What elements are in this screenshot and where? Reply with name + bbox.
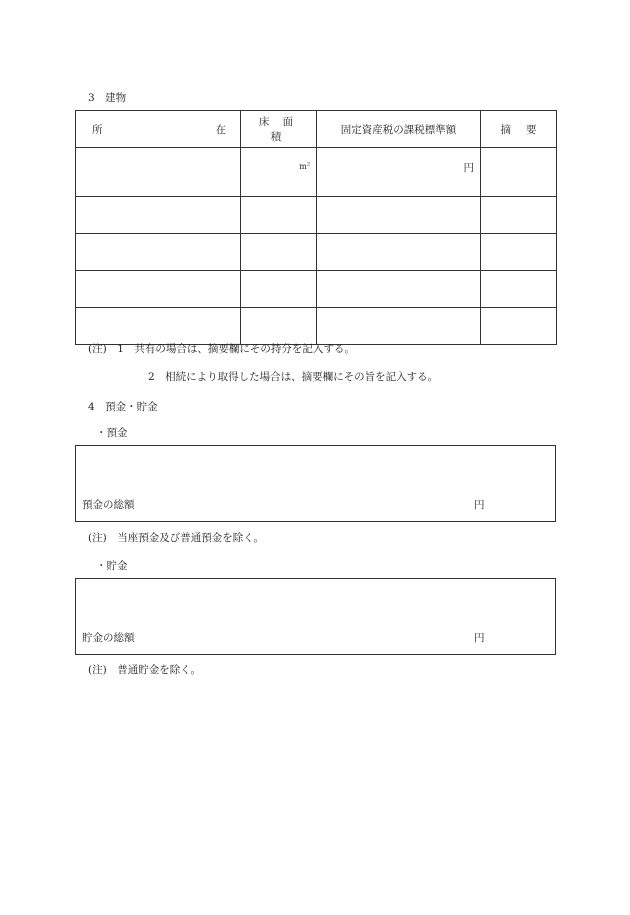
building-note-1: (注) 1 共有の場合は、摘要欄にその持分を記入する。 bbox=[88, 343, 355, 355]
header-location bbox=[76, 111, 241, 148]
cell-tax-value bbox=[317, 148, 481, 197]
postal-title: ・貯金 bbox=[96, 560, 128, 572]
deposit-yen-unit: 円 bbox=[474, 499, 485, 511]
table-row bbox=[76, 234, 557, 271]
building-table bbox=[75, 110, 557, 345]
header-remarks-right: 要 bbox=[526, 123, 537, 136]
table-row bbox=[76, 271, 557, 308]
postal-total-label: 貯金の総額 bbox=[82, 632, 135, 644]
table-row bbox=[76, 148, 557, 197]
cell-floor-area bbox=[241, 148, 317, 197]
building-note-2: 2 相続により取得した場合は、摘要欄にその旨を記入する。 bbox=[148, 371, 439, 383]
building-table-header bbox=[76, 111, 557, 148]
deposit-total-label: 預金の総額 bbox=[82, 499, 135, 511]
deposit-title: ・預金 bbox=[96, 427, 128, 439]
header-floor-area: 床 面 積 bbox=[241, 111, 317, 148]
unit-yen: 円 bbox=[463, 162, 474, 174]
deposit-note: (注) 当座預金及び普通預金を除く。 bbox=[88, 532, 264, 544]
deposit-box bbox=[75, 445, 556, 522]
cell-location bbox=[76, 148, 241, 197]
header-tax-value: 固定資産税の課税標準額 bbox=[317, 111, 481, 148]
cell-remarks bbox=[481, 148, 557, 197]
header-location-left: 所 bbox=[92, 123, 103, 136]
header-remarks bbox=[481, 111, 557, 148]
table-row bbox=[76, 197, 557, 234]
header-location-right: 在 bbox=[215, 123, 226, 136]
section-building-heading: 3 建物 bbox=[88, 92, 127, 104]
unit-square-meter: $m^2$ bbox=[299, 161, 310, 171]
postal-yen-unit: 円 bbox=[474, 632, 485, 644]
postal-box bbox=[75, 578, 556, 655]
header-remarks-left: 摘 bbox=[500, 123, 511, 136]
table-row bbox=[76, 308, 557, 345]
section-savings-heading: 4 預金・貯金 bbox=[88, 401, 158, 413]
postal-note: (注) 普通貯金を除く。 bbox=[88, 664, 201, 676]
